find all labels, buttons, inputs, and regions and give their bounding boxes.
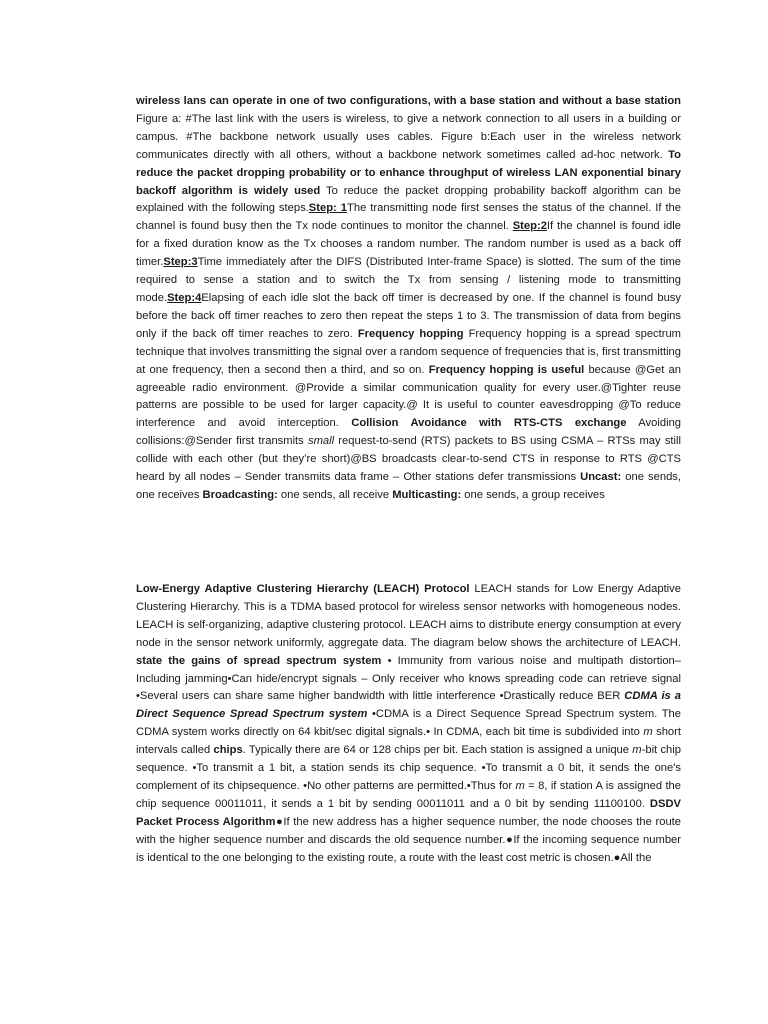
text-run: wireless lans can operate in one of two configurations, with a base station and without a base station	[136, 95, 681, 107]
text-run: CDMA is a Direct Sequence Spread Spectrum system	[136, 690, 681, 721]
text-run: LEACH stands for Low Energy Adaptive Clustering Hierarchy. This is a TDMA based protocol for wireless sensor networks with homogeneous nodes. LEACH is self-organizing, adaptive clustering protocol. LEACH aims to distribute energy consumption at every node in the sensor network uniformly, aggregate data. The diagram below shows the architecture of LEACH.	[136, 583, 681, 649]
text-run: state the gains of spread spectrum system	[136, 654, 382, 667]
text-run: short intervals called	[136, 726, 681, 757]
text-run: m	[643, 726, 653, 739]
text-run: • Immunity from various noise and multipath distortion– Including jamming•Can hide/encrypt signals – Only receiver who knows spreading code can retrieve signal •Several users can share same higher bandwidth with little interference •Drastically reduce BER	[136, 654, 682, 703]
text-run: Step: 1	[308, 202, 348, 215]
text-run: Avoiding collisions:@Sender first transmits	[136, 417, 682, 448]
paragraph-wireless-lans	[136, 93, 681, 505]
text-run: DSDV Packet Process Algorithm●	[136, 797, 681, 828]
text-run: -bit chip sequence. •To transmit a 1 bit, a station sends its chip sequence. •To transmit a 0 bit, it sends the one's complement of its chipsequence. •No other patterns are permitted.•Thus for	[136, 744, 681, 792]
text-run: Step:2	[512, 220, 547, 233]
text-run: The transmitting node first senses the status of the channel. If the channel is found busy then the Tx node continues to monitor the channel.	[136, 202, 681, 233]
text-run: To reduce the packet dropping probability or to enhance throughput of wireless LAN exponential binary backoff algorithm is widely used	[136, 148, 681, 197]
text-run: Collision Avoidance with RTS-CTS exchange	[351, 417, 627, 430]
text-run: Frequency hopping	[357, 327, 464, 340]
text-run: request-to-send (RTS) packets to BS using CSMA – RTSs may still collide with each other (but they’re short)@BS broadcasts clear-to-send CTS in response to RTS @CTS heard by all nodes – Sender transmits data frame – Other stations defer transmissions	[136, 435, 681, 484]
text-run: m	[515, 779, 525, 792]
text-run: one sends, all receive	[277, 488, 393, 501]
text-run: . Typically there are 64 or 128 chips per bit. Each station is assigned a unique	[242, 744, 633, 757]
text-run: Figure a: #The last link with the users is wireless, to give a network connection to all users in a building or campus. #The backbone network usually uses cables. Figure b:Each user in the wireless network communicates directly with all others, without a backbone network sometimes called ad-hoc network.	[136, 112, 681, 161]
paragraph-leach-protocol	[136, 581, 681, 868]
text-run: one sends, a group receives	[461, 488, 605, 501]
text-run: small	[307, 435, 335, 448]
text-run: = 8, if station A is assigned the chip sequence 00011011, it sends a 1 bit by sending 00011011 and a 0 bit by sending 11100100.	[136, 779, 681, 810]
text-run: m	[632, 744, 642, 757]
text-run: Step:3	[163, 256, 198, 269]
text-run: Multicasting:	[392, 488, 462, 501]
text-run: If the channel is found idle for a fixed duration know as the Tx chooses a random number. The random number is used as a back off timer.	[136, 220, 681, 269]
text-run: If the new address has a higher sequence number, the node chooses the route with the higher sequence number and discards the old sequence number.●If the incoming sequence number is identical to the one belonging to the existing route, a route with the least cost metric is chosen.●All the	[136, 815, 681, 864]
text-run: •CDMA is a Direct Sequence Spread Spectrum system. The CDMA system works directly on 64 kbit/sec digital signals.• In CDMA, each bit time is subdivided into	[136, 708, 681, 739]
text-run: Frequency hopping is a spread spectrum technique that involves transmitting the signal over a random sequence of frequencies that is, first transmitting at one frequency, then a second then a third, and so on.	[136, 327, 682, 376]
text-run: To reduce the packet dropping probability backoff algorithm can be explained with the following steps.	[136, 184, 681, 215]
text-run: Uncast:	[580, 471, 622, 484]
text-run: because @Get an agreeable radio environment. @Provide a similar communication quality for every user.@Tighter reuse patterns are possible to be used for larger capacity.@ It is useful to counter eavesdropping @To reduce interference and avoid interception.	[136, 363, 681, 430]
text-run: Step:4	[167, 291, 202, 304]
text-run: Time immediately after the DIFS (Distributed Inter-frame Space) is slotted. The sum of the time required to sense a station and to switch the Tx from sensing / listening mode to transmitting mode.	[136, 256, 681, 304]
text-run: Frequency hopping is useful	[428, 363, 585, 376]
text-run: Low-Energy Adaptive Clustering Hierarchy (LEACH) Protocol	[136, 583, 470, 595]
text-run: Elapsing of each idle slot the back off timer is decreased by one. If the channel is found busy before the back off timer reaches to zero then repeat the steps 1 to 3. The transmission of data from begins only if the back off timer reaches to zero.	[136, 291, 681, 340]
text-run: Broadcasting:	[202, 488, 278, 501]
text-run: one sends, one receives	[136, 471, 681, 501]
text-run: chips	[213, 744, 243, 757]
